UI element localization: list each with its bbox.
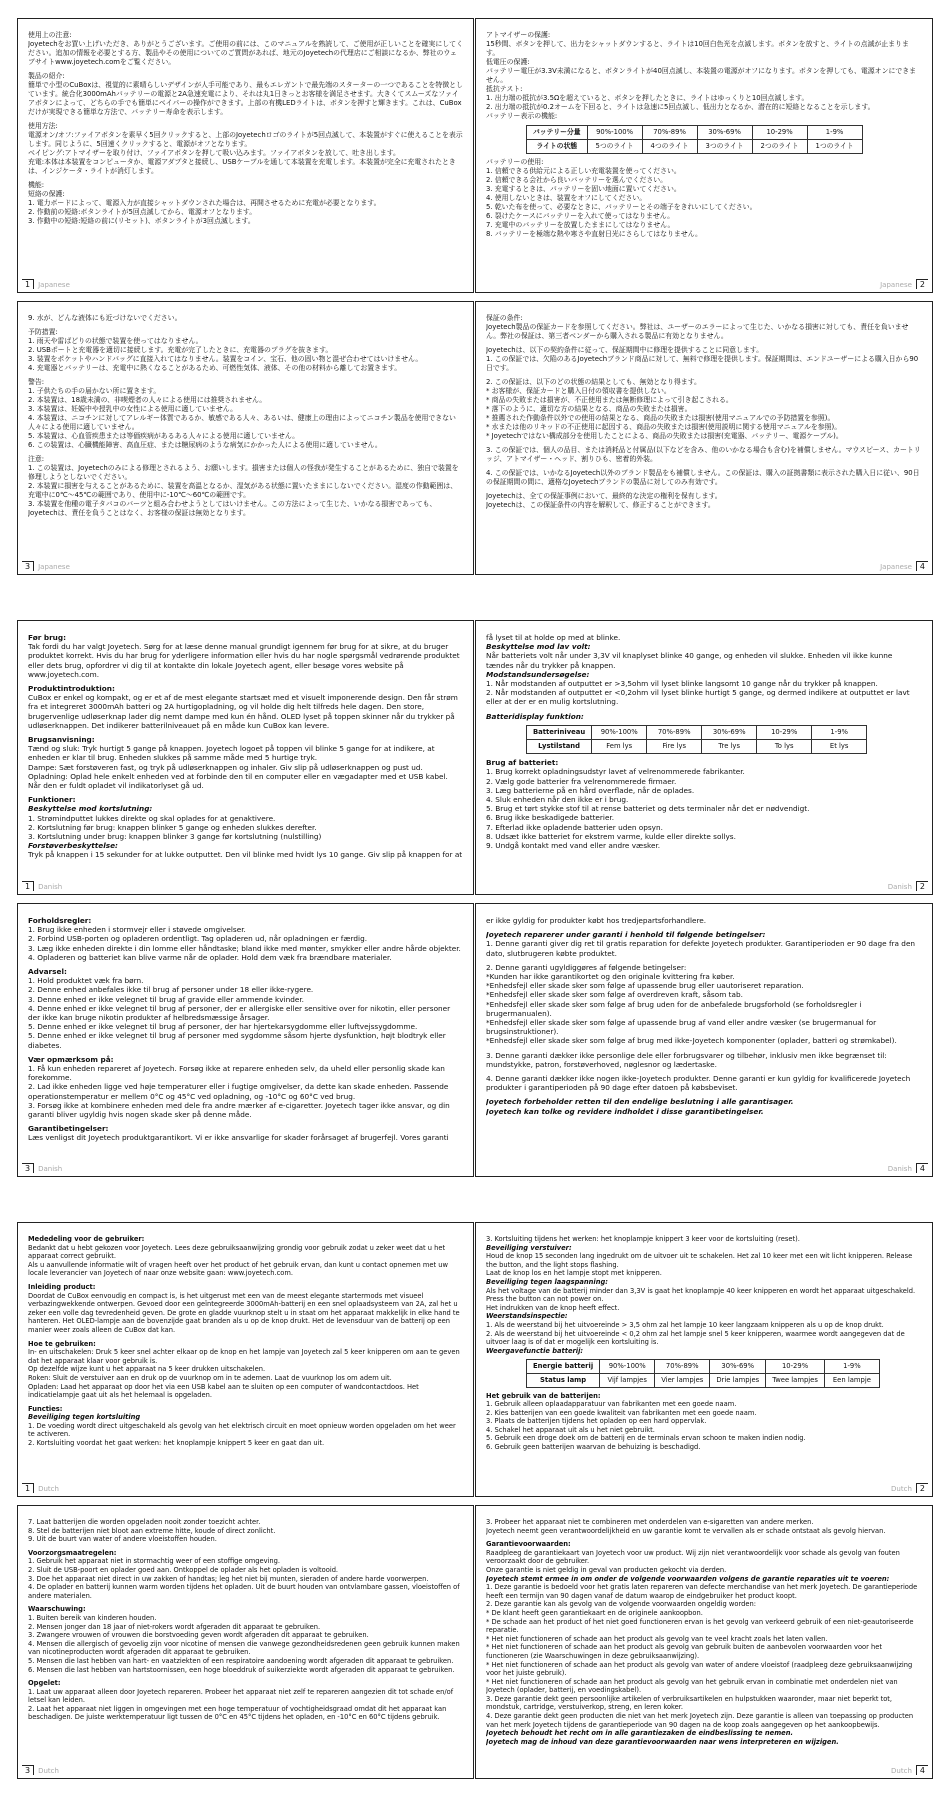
text-line: Tak fordi du har valgt Joyetech. Sørg for at læse denne manual grundigt igennem før brug for at sikre, at du bruger produktet korrekt. Hvis du har brug for yderligere information eller hvis du har nogle spørgsmål vedrørende produktet eller dets brug, opfordrer vi dig til at kontakte din lokale Joyetech agent, eller besøge vores website på www.joyetech.com. xyxy=(28,642,462,679)
section-heading: Brugsanvisning: xyxy=(28,735,95,745)
page-body xyxy=(28,916,463,1158)
page-footer xyxy=(22,1163,66,1173)
text-line: * お客様が、保証カードと購入日付の領収書を提供しない。 xyxy=(486,387,671,395)
text-line: 3. 充電するときは、バッテリーを固い地面に置いてください。 xyxy=(486,185,681,193)
text-line: 電源オン/オフ:ファイアボタンを素早く5回クリックすると、上部のJoyetechロゴのライトが5回点滅して、本装置がすぐに使えることを表示します。同じように、5回速くクリックすると、電源がオフとなります。 xyxy=(28,131,463,148)
page-footer xyxy=(22,881,66,891)
page-body xyxy=(486,633,922,876)
text-line: 2. Kortsluiting voordat het gaat werken: het knoplampje knippert 5 keer en gaat dan uit. xyxy=(28,1439,325,1448)
section-heading: Mededeling voor de gebruiker: xyxy=(28,1235,145,1243)
text-line: 3. Doe het apparaat niet direct in uw zakken of handtas; leg het niet bij munten, sieraden of andere harde voorwerpen. xyxy=(28,1574,429,1583)
subsection-heading: Beveiliging tegen kortsluiting xyxy=(28,1413,141,1422)
subsection-heading: Weerstandsinspectie: xyxy=(486,1312,568,1321)
text-line: Tryk på knappen i 15 sekunder for at lukke outputtet. Den vil blinke med hvidt lys 10 gange. Giv slip på knappen for at xyxy=(28,850,463,860)
text-line: Roken: Sluit de verstuiver aan en druk op de vuurknop om in te ademen. Laat de vuurknop los om adem uit. xyxy=(28,1373,392,1382)
text-line: 2. USBポートと充電器を適切に接続します。充電が完了したときに、充電器のプラグを抜きます。 xyxy=(28,346,333,354)
page-footer xyxy=(876,279,928,289)
text-line: 1. Hold produktet væk fra børn. xyxy=(28,976,144,986)
text-line: 7. Laat batterijen die worden opgeladen nooit zonder toezicht achter. xyxy=(28,1518,261,1526)
text-line: 15秒間、ボタンを押して、出力をシャットダウンすると、ライトは10回白色光を点滅します。ボタンを放すと、ライトの点滅が止まります。 xyxy=(486,40,909,57)
page-body xyxy=(28,633,463,876)
text-line: 6. Brug ikke beskadigede batterier. xyxy=(486,813,615,823)
text-line: * 商品の失敗または損害が、不正使用または無断修理によって引き起こされる。 xyxy=(486,396,733,404)
table-cell: To lys xyxy=(757,740,812,754)
manual-page-nl-1 xyxy=(17,1222,474,1497)
text-line: 1. Når modstanden af outputtet er >3,5ohm vil lyset blinke langsomt 10 gange når du trykker på knappen. xyxy=(486,679,878,689)
text-line: 4. Schakel het apparaat uit als u het niet gebruikt. xyxy=(486,1425,655,1434)
page-footer xyxy=(884,1163,928,1173)
text-line: Het indrukken van de knop heeft effect. xyxy=(486,1303,620,1312)
manual-page-nl-4 xyxy=(475,1505,933,1779)
text-line: 4. 充電器とバッテリーは、充電中に熱くなることがあるため、可燃性気体、液体、その他の材料から離してお置きます。 xyxy=(28,364,402,372)
text-line: 1. Laat uw apparaat alleen door Joyetech repareren. Probeer het apparaat niet zelf te repareren aangezien dit tot schade en/of letsel kan leiden. xyxy=(28,1687,456,1705)
text-line: 4. 使用しないときは、装置をオフにしてください。 xyxy=(486,194,647,202)
text-line: 注意: xyxy=(28,455,45,463)
text-line: 2. Deze garantie kan als gevolg van de volgende voorwaarden ongeldig worden: xyxy=(486,1600,756,1609)
manual-page-nl-2 xyxy=(475,1222,933,1497)
text-line: 3. この保証では、個人の品目、または消耗品と付属品(以下などを含み、他のいかなる場合も含む)を補償しません。マウスピース、カートリッジ、アトマイザー・ヘッド、割りひも、密着的外装。 xyxy=(486,446,921,463)
section-heading: Voorzorgsmaatregelen: xyxy=(28,1548,117,1557)
subsection-heading: Forstøverbeskyttelse: xyxy=(28,841,118,851)
manual-page-ja-3 xyxy=(17,301,474,575)
text-line: 4. Denne garanti dækker ikke nogen ikke-Joyetech produkter. Denne garanti er kun gyldig for kvalificerede Joyetech produkter i garantiperioden på 90 dage efter datoen på købsbeviset. xyxy=(486,1074,913,1093)
text-line: 3. Deze garantie dekt geen persoonlijke artikelen of verbruiksartikelen en hulpstukken waaronder, maar niet beperkt tot, mondstuk, cartridge, verstuiverkop, streng, en leren koker. xyxy=(486,1694,895,1712)
footer-language: Dutch xyxy=(38,1767,59,1775)
table-cell: Et lys xyxy=(812,740,867,754)
subsection-heading: Beveiliging verstuiver: xyxy=(486,1243,572,1252)
section-heading: Het gebruik van de batterijen: xyxy=(486,1391,601,1400)
battery-display-table xyxy=(526,725,867,754)
text-line: 6. Mensen die last hebben van hartstoornissen, een hoge bloeddruk of suikerziekte wordt afgeraden dit apparaat te gebruiken. xyxy=(28,1665,455,1674)
text-line: Bedankt dat u hebt gekozen voor Joyetech. Lees deze gebruiksaanwijzing grondig voor gebruik zodat u zeker weet dat u het apparaat correct gebruikt. xyxy=(28,1243,448,1261)
text-line: 3. 装置をポケットやハンドバッグに直接入れてはなりません。装置をコイン、宝石、他の固い物と混ぜ合わせてはいけません。 xyxy=(28,355,423,363)
table-cell: Drie lampjes xyxy=(710,1373,766,1387)
page-footer xyxy=(22,561,74,571)
subsection-heading: Beveiliging tegen laagspanning: xyxy=(486,1277,608,1286)
text-line: Joyetechは、この保証条件の内容を解釈して、修正することができます。 xyxy=(486,501,715,509)
footer-language: Danish xyxy=(38,1165,63,1173)
text-line: 7. 充電中のバッテリーを放置したままにしてはなりません。 xyxy=(486,221,675,229)
text-line: バッテリーの使用: xyxy=(486,158,544,166)
table-cell: 3つのライト xyxy=(697,140,752,154)
section-heading: Waarschuwing: xyxy=(28,1605,86,1614)
text-line: 2. Sluit de USB-poort en oplader goed aan. Ontkoppel de oplader als het opladen is voltooid. xyxy=(28,1565,339,1574)
text-line: 3. Læg batterierne på en hård overflade, når de oplades. xyxy=(486,785,695,795)
battery-display-table xyxy=(526,125,863,154)
subsection-heading: Modstandsundersøgelse: xyxy=(486,669,590,679)
table-cell: 10-29% xyxy=(757,725,812,739)
section-heading: Inleiding product: xyxy=(28,1282,96,1291)
subsection-heading: Weergavefunctie batterij: xyxy=(486,1346,584,1355)
text-line: * Het niet functioneren of schade aan het product als gevolg van water of andere vloeistof (raadpleeg deze gebruiksaanwijzing voor het juiste gebruik). xyxy=(486,1660,915,1678)
page-number: 2 xyxy=(916,881,928,891)
text-line: 製品の紹介: xyxy=(28,72,65,80)
text-line: *Enhedsfejl eller skade sker som følge af upassende brug af vand eller andre væsker (se brugermanual for brugsinstruktioner). xyxy=(486,1018,879,1037)
footer-language: Dutch xyxy=(38,1485,59,1493)
text-line: 3. Probeer het apparaat niet te combineren met onderdelen van e-sigaretten van andere merken. xyxy=(486,1518,814,1526)
text-line: 1. De voeding wordt direct uitgeschakeld als gevolg van het elektrisch circuit en moet opnieuw worden opgeladen om het weer te activeren. xyxy=(28,1421,458,1439)
text-line: 1. 電力ボードによって、電源入力が直接シャットダウンされた場合は、再開させるために充電が必要となります。 xyxy=(28,199,381,207)
section-heading: Functies: xyxy=(28,1404,63,1413)
text-line: 保証の条件: xyxy=(486,314,523,322)
text-line: 9. Uit de buurt van water of andere vloeistoffen houden. xyxy=(28,1535,217,1544)
text-line: 4. Denne enhed er ikke velegnet til brug af personer, der er allergiske eller sensitive over for nikotin, eller personer der ikke kan bruge nikotin produkter af helbredsmæssige årsager. xyxy=(28,1003,453,1023)
text-line: 8. Udsæt ikke batteriet for ekstrem varme, kulde eller direkte sollys. xyxy=(486,831,736,841)
text-line: *Enhedsfejl eller skade sker som følge af brug med ikke-Joyetech komponenter (oplader, batteri og strømkabel). xyxy=(486,1036,897,1046)
page-number: 3 xyxy=(22,1163,34,1173)
page-number: 1 xyxy=(22,279,34,289)
section-heading: Funktioner: xyxy=(28,795,76,805)
table-cell: 30%-69% xyxy=(702,725,757,739)
text-line: 2. Als de weerstand bij het uitvoereinde < 0,2 ohm zal het lampje snel 5 keer knipperen, waarmee wordt aangegeven dat de uitvoer laag is of dat er mogelijk een kortsluiting is. xyxy=(486,1329,907,1347)
section-heading: Brug af batteriet: xyxy=(486,758,559,768)
text-line: 1. Gebruik alleen oplaadapparatuur van fabrikanten met een goede naam. xyxy=(486,1400,737,1409)
text-line: 4. Opladeren og batteriet kan blive varme når de oplader. Hold dem væk fra brændbare materialer. xyxy=(28,952,392,962)
table-header-cell: ライトの状態 xyxy=(527,140,588,154)
text-line: 1. この装置は、Joyetechのみによる修理とされるよう、お願いします。損害または個人の怪我が発生することがあるために、独自で装置を修理しようとしないでください。 xyxy=(28,464,459,481)
page-body xyxy=(28,1235,463,1478)
table-cell: 1-9% xyxy=(812,725,867,739)
text-line: * 水または他のリキッドの不正使用に起因する、商品の失敗または損害(使用説明に関する使用マニュアルを参照)。 xyxy=(486,423,842,431)
battery-display-table xyxy=(526,1359,880,1387)
text-line: 3. Kortsluiting tijdens het werken: het knoplampje knippert 3 keer voor de kortsluiting (reset). xyxy=(486,1235,800,1243)
text-line: 2. Når modstanden af outputtet er <0,2ohm vil lyset blinke hurtigt 5 gange, og dermed indikere at outputtet er lavt eller at der er en mulig kortslutning. xyxy=(486,688,912,707)
text-line: 4. Mensen die allergisch of gevoelig zijn voor nicotine of mensen die vanwege gezondheidsredenen geen gebruik kunnen maken van nicotineproducten wordt afgeraden dit apparaat te gebruiken. xyxy=(28,1639,462,1657)
text-line: 5. Mensen die last hebben van hart- en vaatziekten of een respiratoire aandoening wordt afgeraden dit apparaat te gebruiken. xyxy=(28,1656,454,1665)
table-cell: Fem lys xyxy=(592,740,647,754)
text-line: 1. Deze garantie is bedoeld voor het gratis laten repareren van defecte merchandise van het merk Joyetech. De garantieperiode heeft een termijn van 90 dagen vanaf de datum waarop de eindgebruiker het product koopt. xyxy=(486,1583,920,1600)
text-line: *Enhedsfejl eller skade sker som følge af overdreven kraft, såsom tab. xyxy=(486,990,743,1000)
text-line: 5. Denne enhed er ikke velegnet til brug af personer med sygdomme såsom hjerte dysfunktion, højt blodtryk eller diabetes. xyxy=(28,1031,449,1050)
text-line: Als het voltage van de batterij minder dan 3,3V is gaat het knoplampje 40 keer knipperen en wordt het apparaat uitgeschakeld. Press the button can not power on. xyxy=(486,1286,918,1304)
text-line: バッテリー電圧が3.3V未満になると、ボタンライトが40回点滅し、本装置の電源がオフになります。ボタンを押しても、電源オンにできません。 xyxy=(486,67,917,84)
text-line: 9. Undgå kontakt med vand eller andre væsker. xyxy=(486,841,661,851)
page-footer xyxy=(876,561,928,571)
text-line: 2. Kies batterijen van een goede kwaliteit van fabrikanten met een goede naam. xyxy=(486,1408,757,1417)
page-number: 3 xyxy=(22,561,34,571)
manual-page-ja-2 xyxy=(475,18,933,293)
text-line: 抵抗テスト: xyxy=(486,85,523,93)
page-body xyxy=(486,314,922,556)
text-line: 1. 信頼できる供給元による正しい充電装置を使ってください。 xyxy=(486,167,681,175)
table-cell: 90%-100% xyxy=(587,126,642,140)
manual-page-nl-3 xyxy=(17,1505,474,1779)
text-line: 4. Sluk enheden når den ikke er i brug. xyxy=(486,795,629,805)
text-line: 1. この保証では、欠陥のあるJoyetechブランド商品に対して、無料で修理を提供します。保証期間は、エンドユーザーによる購入日から90日です。 xyxy=(486,355,919,372)
footer-language: Danish xyxy=(38,883,63,891)
text-line: バッテリー表示の機能: xyxy=(486,112,558,120)
text-line: 使用上の注意: xyxy=(28,31,72,39)
table-cell: 2つのライト xyxy=(752,140,807,154)
text-line: 2. Kortslutning før brug: knappen blinker 5 gange og enheden slukkes derefter. xyxy=(28,822,317,832)
text-line: 1. Strømindputtet lukkes direkte og skal oplades for at genaktivere. xyxy=(28,813,276,823)
text-line: 予防措置: xyxy=(28,328,58,336)
text-line: 4. Deze garantie dekt geen producten die niet van het merk Joyetech zijn. Deze garantie is alleen van toepassing op producten van het merk Joyetech tijdens de garantieperiode van 90 dagen na de koop zoals aangegeven op het aankoopbewijs. xyxy=(486,1712,916,1729)
text-line: 2. Laat het apparaat niet liggen in omgevingen met een hoge temperatuur of vochtigheidsgraad omdat dit het apparaat kan beschadigen. De juiste werktemperatuur ligt tussen de 0°C en 45°C tijdens het opladen, en -10°C en 60°C tijdens gebruik. xyxy=(28,1704,449,1722)
table-header-cell: バッテリー分量 xyxy=(527,126,588,140)
footer-language: Japanese xyxy=(38,281,70,289)
text-line: Joyetechは、以下の契約条件に従って、保証期間中に修理を提供することに同意します。 xyxy=(486,346,764,354)
table-cell: 70%-89% xyxy=(642,126,697,140)
text-line: 3. 本装置を他種の電子タバコのバーツと組み合わせようとしてはいけません。この方法によって生じた、いかなる損害であっても、Joyetechは、責任を負うことはなく、お客様の保証は無効となります。 xyxy=(28,500,437,517)
footer-language: Japanese xyxy=(880,281,912,289)
text-line: 1. Brug ikke enheden i stormvejr eller i støvede omgivelser. xyxy=(28,925,246,935)
text-line: *Enhedsfejl eller skade sker som følge af upassende brug eller uautoriseret reparation. xyxy=(486,981,804,991)
footer-language: Japanese xyxy=(38,563,70,571)
table-cell: Een lampje xyxy=(824,1373,879,1387)
text-line: Opladning: Oplad hele enkelt enheden ved at forbinde den til en computer eller en vægadapter med et USB kabel. Når den er fuldt opladet vil indikatorlyset gå ud. xyxy=(28,771,451,791)
page-footer xyxy=(22,1765,63,1775)
table-cell: 10-29% xyxy=(752,126,807,140)
text-line: Når batteriets volt når under 3,3V vil knaplyset blinke 40 gange, og enheden vil slukke. Enheden vil ikke kunne tændes når du trykker på knappen. xyxy=(486,651,895,670)
text-line: Læs venligst dit Joyetech produktgarantikort. Vi er ikke ansvarlige for skader forårsaget af brugerfejl. Vores garanti xyxy=(28,1133,449,1143)
text-line: * 推薦された作動条件以外での使用の結果となる、商品の失敗または損害(使用マニュアルでの予防措置を参照)。 xyxy=(486,414,835,422)
subsection-heading: Beskyttelse mod kortslutning: xyxy=(28,804,153,814)
text-line: 1. Denne garanti giver dig ret til gratis reparation for defekte Joyetech produkter. Garantiperioden er 90 dage fra den dato, slutbrugeren købte produktet. xyxy=(486,939,918,958)
text-line: 3. Læg ikke enheden direkte i din lomme eller håndtaske; bland ikke med mønter, smykker eller andre hårde objekter. xyxy=(28,943,461,953)
table-header-cell: Batteriniveau xyxy=(527,725,592,739)
table-cell: 10-29% xyxy=(766,1360,825,1374)
text-line: 充電:本体は本装置をコンピュータか、電源アダプタと接続し、USBケーブルを通して本装置を充電します。本装置が完全に充電されたときは、インジケータ・ライトが消灯します。 xyxy=(28,158,456,175)
text-line: 9. 水が、どんな液体にも近づけないでください。 xyxy=(28,314,182,322)
text-line: Raadpleeg de garantiekaart van Joyetech voor uw product. Wij zijn niet verantwoordelijk voor schade als gevolg van fouten veroorzaakt door de gebruiker. xyxy=(486,1548,903,1566)
page-number: 3 xyxy=(22,1765,34,1775)
table-cell: Vier lampjes xyxy=(655,1373,710,1387)
text-line: CuBox er enkel og kompakt, og er et af de mest elegante startsæt med et visuelt imponerende design. Den får strøm fra et integreret 3000mAh batteri og 2A hurtigopladning, og vil holde dig helt tilfreds hele dagen. Den store, brugervenlige udløserknap lader dig nemt dampe med kun én hånd. OLED lyset på toppen skinner når du trykker på udløserknappen. Det indikerer batterilniveauet på en måde kun CuBox kan levere. xyxy=(28,693,461,730)
table-cell: Tre lys xyxy=(702,740,757,754)
table-header-cell: Energie batterij xyxy=(527,1360,600,1374)
page-footer xyxy=(887,1765,928,1775)
text-line: Tænd og sluk: Tryk hurtigt 5 gange på knappen. Joyetech logoet på toppen vil blinke 5 gange for at indikere, at enheden er klar til brug. Enheden slukkes på samme måde med 5 hurtige tryk. xyxy=(28,744,437,763)
text-line: * De schade aan het product of het niet goed functioneren ervan is het gevolg van verkeerd gebruik of een niet-geautoriseerde reparatie. xyxy=(486,1617,916,1635)
text-line: 1. 子供たちの手の届かない所に置きます。 xyxy=(28,387,161,395)
page-body xyxy=(486,1518,922,1760)
text-line: 2. Lad ikke enheden ligge ved høje temperaturer eller i fugtige omgivelser, da dette kan skade enheden. Passende operationstemperatur er mellem 0°C og 45°C ved opladning, og -10°C og 60°C ved brug. xyxy=(28,1082,451,1101)
text-line: 5. Gebruik een droge doek om de batterij en de terminals ervan schoon te maken indien nodig. xyxy=(486,1434,806,1443)
text-line: Dampe: Sæt forstøveren fast, og tryk på udløserknappen og inhaler. Giv slip på udløserknappen og pust ud. xyxy=(28,762,423,772)
text-line: In- en uitschakelen: Druk 5 keer snel achter elkaar op de knop en het lampje van Joyetech zal 5 keer knipperen om aan te geven dat het apparaat klaar voor gebruik is. xyxy=(28,1348,462,1365)
text-line: 2. この保証は、以下のどの状態の結果としても、無効となり得ます。 xyxy=(486,378,701,386)
text-line: 8. Stel de batterijen niet bloot aan extreme hitte, koude of direct zonlicht. xyxy=(28,1526,276,1535)
subsection-heading: Beskyttelse mod lav volt: xyxy=(486,642,591,652)
footer-language: Japanese xyxy=(880,563,912,571)
table-cell: 5つのライト xyxy=(587,140,642,154)
subsection-heading: Joyetech reparerer under garanti i henhold til følgende betingelser: xyxy=(486,930,766,940)
text-line: 5. Brug et tørt stykke stof til at rense batteriet og dets terminaler når det er nødvendigt. xyxy=(486,804,810,814)
text-line: 3. Denne enhed er ikke velegnet til brug af gravide eller ammende kvinder. xyxy=(28,994,304,1004)
text-line: * Het niet functioneren of schade aan het product als gevolg van gebruik buiten de aanbevolen voorwaarden voor het functioneren (zie Waarschuwingen in deze gebruiksaanwijzing). xyxy=(486,1643,885,1660)
text-line: 4. この保証では、いかなるJoyetech以外のブランド製品をも補償しません。この保証は、購入の証拠書類に表示された購入日に従い、90日の保証期間の間に、適格なJoyetechブランドの製品に対してのみ有効です。 xyxy=(486,469,920,486)
section-heading: Advarsel: xyxy=(28,967,67,977)
table-cell: Vijf lampjes xyxy=(600,1373,655,1387)
text-line: 2. 作動前の短絡:ボタンライトが5回点滅してから、電源オフとなります。 xyxy=(28,208,257,216)
text-line: 6. Gebruik geen batterijen waarvan de behuizing is beschadigd. xyxy=(486,1443,701,1452)
text-line: Joyetechは、全ての保証事例において、最終的な決定の権利を保有します。 xyxy=(486,492,722,500)
text-line: Als u aanvullende informatie wilt of vragen heeft over het product of het gebruik ervan, dan kunt u contact opnemen met uw locale leverancier van Joyetech of naar onze website gaan: www.joyetech.com. xyxy=(28,1260,451,1278)
table-cell: Fire lys xyxy=(647,740,702,754)
footer-language: Danish xyxy=(887,883,912,891)
text-line: 2. Denne enhed anbefales ikke til brug af personer under 18 eller ikke-rygere. xyxy=(28,985,314,995)
text-line: 4. 本装置は、ニコチンに対してアレルギー体質であるか、敏感である人々、あるいは、健康上の理由によってニコチン製品を使用できない人々による使用に適していません。 xyxy=(28,414,456,431)
text-line: 低電圧の保護: xyxy=(486,58,530,66)
text-line: 3. Zwangere vrouwen of vrouwen die borstvoeding geven wordt afgeraden dit apparaat te gebruiken. xyxy=(28,1631,369,1640)
text-line: 2. Vælg gode batterier fra velrenommerede firmaer. xyxy=(486,776,677,786)
text-line: 2. 本装置は、18歳未満の、非喫煙者の人々による使用には推奨されません。 xyxy=(28,396,267,404)
table-cell: 4つのライト xyxy=(642,140,697,154)
text-line: 使用方法: xyxy=(28,122,58,130)
text-line: Laat de knop los en het lampje stopt met knipperen. xyxy=(486,1269,662,1278)
table-cell: 70%-89% xyxy=(647,725,702,739)
section-heading: Garantievoorwaarden: xyxy=(486,1540,571,1549)
text-line: アトマイザーの保護: xyxy=(486,31,551,39)
subsection-heading: Joyetech kan tolke og revidere indholdet i disse garantibetingelser. xyxy=(486,1106,764,1116)
subsection-heading: Joyetech stemt ermee in om onder de volgende voorwaarden volgens de garantie reparaties uit te voeren: xyxy=(486,1574,890,1583)
page-footer xyxy=(884,881,928,891)
text-line: Opladen: Laad het apparaat op door het via een USB kabel aan te sluiten op een computer of wandcontactdoos. Het indicatielampje gaat uit als het helemaal is opgeladen. xyxy=(28,1382,421,1400)
section-heading: Vær opmærksom på: xyxy=(28,1054,114,1064)
text-line: Joyetech neemt geen verantwoordelijkheid en uw garantie komt te vervallen als er schade ontstaat als gevolg hiervan. xyxy=(486,1526,886,1535)
text-line: 1. Als de weerstand bij het uitvoereinde > 3,5 ohm zal het lampje 10 keer langzaam knipperen als u op de knop drukt. xyxy=(486,1320,884,1329)
footer-language: Dutch xyxy=(891,1485,912,1493)
table-cell: 1-9% xyxy=(824,1360,879,1374)
text-line: 1. Få kun enheden repareret af Joyetech. Forsøg ikke at reparere enheden selv, da uheld eller personlig skade kan forekomme. xyxy=(28,1064,448,1083)
manual-page-ja-4 xyxy=(475,301,933,575)
text-line: 8. バッテリーを極端な熱や寒さや直射日光にさらしてはなりません。 xyxy=(486,230,702,238)
manual-page-da-2 xyxy=(475,620,933,895)
text-line: 2. Mensen jonger dan 18 jaar of niet-rokers wordt afgeraden dit apparaat te gebruiken. xyxy=(28,1622,321,1631)
table-cell: 30%-69% xyxy=(697,126,752,140)
subsection-heading: Batteridisplay funktion: xyxy=(486,711,584,721)
text-line: * Het niet functioneren of schade aan het product als gevolg van te veel kracht zoals het laten vallen. xyxy=(486,1634,828,1643)
page-number: 1 xyxy=(22,881,34,891)
text-line: 5. 本装置は、心血管疾患または等価疾病があるある人々による使用に適していません。 xyxy=(28,432,300,440)
section-heading: Produktintroduktion: xyxy=(28,684,115,694)
text-line: 1. 雨天や雷ばどりの状態で装置を使ってはなりません。 xyxy=(28,337,203,345)
table-cell: Twee lampjes xyxy=(766,1373,825,1387)
text-line: 6. 裂けたケースにバッテリーを入れて使ってはなりません。 xyxy=(486,212,674,220)
table-header-cell: Lystilstand xyxy=(527,740,592,754)
table-cell: 90%-100% xyxy=(592,725,647,739)
manual-page-da-4 xyxy=(475,903,933,1177)
page-number: 2 xyxy=(916,279,928,289)
text-line: * Joyetechではない構成部分を使用したことによる、商品の失敗または損害(充電器、バッテリー、電源ケーブル)。 xyxy=(486,432,843,440)
text-line: 1. Brug korrekt opladningsudstyr lavet af velrenommerede fabrikanter. xyxy=(486,767,745,777)
text-line: 1. Gebruik het apparaat niet in stormachtig weer of een stoffige omgeving. xyxy=(28,1557,281,1566)
section-heading: Hoe te gebruiken: xyxy=(28,1339,96,1348)
text-line: 1. 出力端の抵抗が3.5Ωを超えていると、ボタンを押したときに、ライトはゆっくりと10回点滅します。 xyxy=(486,94,809,102)
text-line: 警告: xyxy=(28,378,45,386)
subsection-heading: Joyetech behoudt het recht om in alle garantiezaken de eindbeslissing te nemen. xyxy=(486,1729,793,1738)
subsection-heading: Joyetech forbeholder retten til den endelige beslutning i alle garantisager. xyxy=(486,1097,794,1107)
section-heading: Garantibetingelser: xyxy=(28,1124,109,1134)
manual-page-da-1 xyxy=(17,620,474,895)
page-body xyxy=(28,31,463,274)
text-line: *Kunden har ikke garantikortet og den originale kvittering fra køber. xyxy=(486,972,735,982)
text-line: Doordat de CuBox eenvoudig en compact is, is het uitgerust met een van de meest elegante startermods met visueel verbazingwekkende ontwerpen. Gevoed door een geïntegreerde 3000mAh-batterij en een snel oplaadsysteem van 2A, zal het u zeker een volle dag tevredenheid geven. De grote en gladde vuurknop stelt u in staat om het apparaat makkelijk in elke hand te hanteren. Het OLED-lampje aan de bovenzijde gaat branden als u op de knop drukt. Het de levensduur van de batterij op een manier weer zoals alleen de CuBox dat kan. xyxy=(28,1291,462,1334)
text-line: * De klant heeft geen garantiekaart en de originele aankoopbon. xyxy=(486,1608,703,1617)
page-body xyxy=(486,916,922,1158)
page-number: 4 xyxy=(916,1765,928,1775)
text-line: 4. De oplader en batterij kunnen warm worden tijdens het opladen. Uit de buurt houden van ontvlambare gassen, vloeistoffen of andere materialen. xyxy=(28,1583,462,1600)
text-line: 7. Efterlad ikke opladende batterier uden opsyn. xyxy=(486,822,663,832)
manual-page-ja-1 xyxy=(17,18,474,293)
table-cell: 30%-69% xyxy=(710,1360,766,1374)
section-heading: Opgelet: xyxy=(28,1679,61,1688)
text-line: 2. 出力端の抵抗が0.2オームを下回ると、ライトは急速に5回点滅し、低出力となるか、潜在的に短絡となることを示します。 xyxy=(486,103,875,111)
table-cell: 1つのライト xyxy=(807,140,862,154)
text-line: 3. 本装置は、妊娠中や授乳中の女性による使用に適していません。 xyxy=(28,405,238,413)
footer-language: Dutch xyxy=(891,1767,912,1775)
text-line: 3. Kortslutning under brug: knappen blinker 3 gange før kortslutning (nulstilling) xyxy=(28,832,322,842)
text-line: *Enhedsfejl eller skade sker som følge af brug uden for de anbefalede brugsforhold (se forholdsregler i brugermanualen). xyxy=(486,999,864,1018)
subsection-heading: Joyetech mag de inhoud van deze garantievoorwaarden naar wens interpreteren en wijzigen. xyxy=(486,1737,839,1746)
text-line: 1. Buiten bereik van kinderen houden. xyxy=(28,1613,157,1622)
text-line: 2. Denne garanti ugyldiggøres af følgende betingelser: xyxy=(486,962,687,972)
page-body xyxy=(28,1518,463,1760)
text-line: * Het niet functioneren of schade aan het product als gevolg van het gebruik ervan in combinatie met onderdelen niet van Joyetech (oplader, batterij, en voedingskabel). xyxy=(486,1677,900,1695)
text-line: er ikke gyldig for produkter købt hos tredjepartsforhandlere. xyxy=(486,916,707,925)
text-line: 3. Denne garanti dækker ikke personlige dele eller forbrugsvarer og tilbehør, inklusiv men ikke begrænset til: mundstykke, patron, forstøverhoved, nøglesnor og lædertaske. xyxy=(486,1050,890,1069)
table-cell: 90%-100% xyxy=(600,1360,655,1374)
page-body xyxy=(486,1235,922,1478)
text-line: 簡単で小型のCuBoxは、視覚的に素晴らしいデザインが人手可能であり、最もエレガントで最先端のスターターの一つであることを特徴としています。統合化3000mAhバッテリーの電源と2A急速充電により、それは丸1日きっとお客様を満足させます。大きくてスムーズなファイアボタンによって、どちらの手でも簡単にベイパーの操作ができます。上部の有機LEDライトは、ボタンを押すと輝きます。これは、CuBoxだけが実現できる簡単な方法で、バッテリー寿命を表示します。 xyxy=(28,81,463,116)
table-cell: 1-9% xyxy=(807,126,862,140)
text-line: få lyset til at holde op med at blinke. xyxy=(486,633,621,642)
table-header-cell: Status lamp xyxy=(527,1373,600,1387)
text-line: 3. 作動中の短絡:短絡の前に(リセット)、ボタンライトが3回点滅します。 xyxy=(28,217,255,225)
text-line: Houd de knop 15 seconden lang ingedrukt om de uitvoer uit te schakelen. Het zal 10 keer met een wit licht knipperen. Release the button, and the light stops flashing. xyxy=(486,1252,915,1269)
section-heading: Forholdsregler: xyxy=(28,916,92,925)
text-line: 短絡の保護: xyxy=(28,190,65,198)
text-line: 5. 乾いた布を使って、必要なときに、バッテリーとその端子をきれいにしてください。 xyxy=(486,203,757,211)
page-number: 1 xyxy=(22,1483,34,1493)
footer-language: Danish xyxy=(887,1165,912,1173)
page-number: 2 xyxy=(916,1483,928,1493)
text-line: 5. Denne enhed er ikke velegnet til brug af personer, der har hjertekarsygdomme eller luftvejssygdomme. xyxy=(28,1022,418,1032)
table-cell: 70%-89% xyxy=(655,1360,710,1374)
text-line: 6. この装置は、心臓機能障害、高血圧症、または糖尿病のような病気にかかった人による使用に適していません。 xyxy=(28,441,382,449)
text-line: 3. Plaats de batterijen tijdens het opladen op een hard oppervlak. xyxy=(486,1417,707,1426)
text-line: Onze garantie is niet geldig in geval van producten gekocht via derden. xyxy=(486,1565,727,1574)
page-footer xyxy=(22,279,74,289)
text-line: 機能: xyxy=(28,181,45,189)
manual-page-da-3 xyxy=(17,903,474,1177)
page-footer xyxy=(22,1483,63,1493)
page-footer xyxy=(887,1483,928,1493)
text-line: Op dezelfde wijze kunt u het apparaat na 5 keer drukken uitschakelen. xyxy=(28,1365,266,1374)
page-number: 4 xyxy=(916,1163,928,1173)
text-line: Joyetech製品の保証カードを参照してください。弊社は、ユーザーのエラーによって生じた、いかなる損害に対しても、責任を負いません。弊社の保証は、第三者ベンダーから購入される製品に有効となりません。 xyxy=(486,323,909,340)
page-body xyxy=(486,31,922,274)
text-line: 2. Forbind USB-porten og opladeren ordentligt. Tag opladeren ud, når opladningen er færdig. xyxy=(28,934,368,944)
page-number: 4 xyxy=(916,561,928,571)
text-line: Joyetechをお買い上げいただき、ありがとうございます。ご使用の前には、このマニュアルを熟読して、ご使用が正しいことを確実にしてください。追加の情報を必要とする方、製品やその使用についてのご質問があれば、地元のJoyetechの代理店にご相談になるか、弊社のウェブサイトwww.joyetech.comをご覧ください。 xyxy=(28,40,463,66)
text-line: 2. 本装置に損害を与えることがあるために、装置を高温となるか、湿気がある状態に置いたままにしないでください。湿度の作動範囲は、充電中に0℃〜45℃の範囲であり、使用中に-10℃〜60℃の範囲です。 xyxy=(28,482,458,499)
text-line: * 落下のように、適切な方の結果となる、商品の失敗または損害。 xyxy=(486,405,692,413)
text-line: 3. Forsøg ikke at kombinere enheden med dele fra andre mærker af e-cigaretter. Joyetech tager ikke ansvar, og din garanti bliver ugyldig hvis nogen skade sker på denne måde. xyxy=(28,1100,453,1120)
page-body xyxy=(28,314,463,556)
section-heading: Før brug: xyxy=(28,633,66,642)
text-line: ベイピング:アトマイザーを取り付け、ファイアボタンを押して吸い込みます。ファイアボタンを放して、吐き出します。 xyxy=(28,149,400,157)
text-line: 2. 信頼できる会社から良いバッテリーを選んでください。 xyxy=(486,176,668,184)
